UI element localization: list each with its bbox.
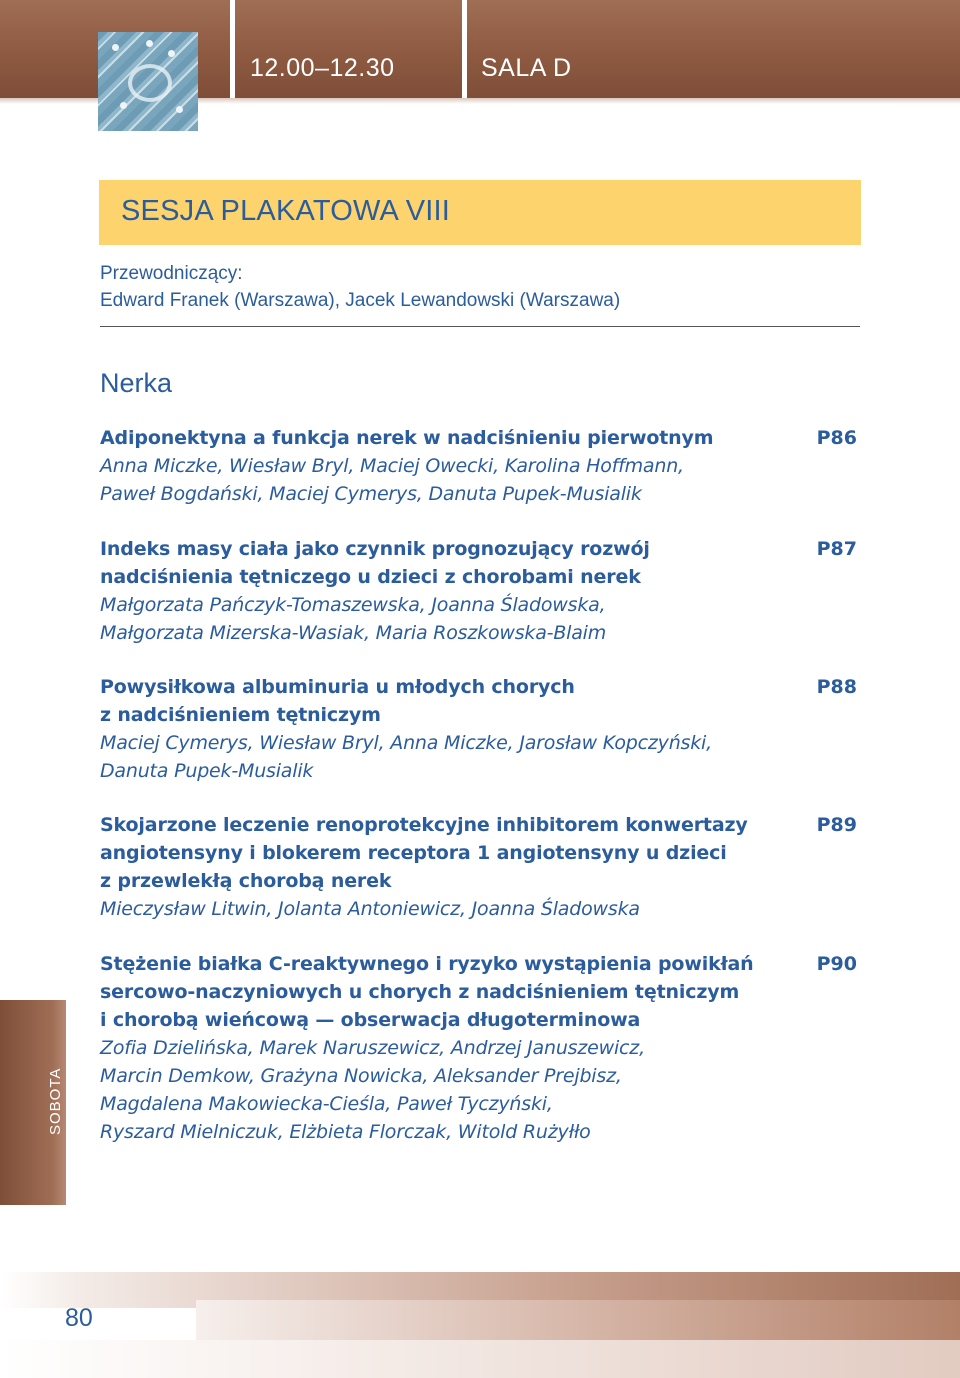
- poster-title-line: Stężenie białka C-reaktywnego i ryzyko wystąpienia powikłań: [100, 953, 754, 975]
- poster-entry: [100, 424, 860, 508]
- poster-title: [100, 424, 780, 452]
- header-band-time: [235, 0, 462, 98]
- header-separator: [230, 0, 235, 98]
- poster-authors-line: Ryszard Mielniczuk, Elżbieta Florczak, Witold Rużyłło: [100, 1121, 591, 1143]
- poster-entry: [100, 811, 860, 923]
- day-label: SOBOTA: [47, 1067, 64, 1135]
- poster-authors-line: Zofia Dzielińska, Marek Naruszewicz, Andrzej Januszewicz,: [100, 1037, 645, 1059]
- poster-authors: [100, 729, 780, 785]
- poster-authors-line: Małgorzata Mizerska-Wasiak, Maria Roszkowska-Blaim: [100, 622, 607, 644]
- poster-authors-line: Małgorzata Pańczyk-Tomaszewska, Joanna Śladowska,: [100, 594, 606, 616]
- session-banner: [99, 180, 861, 245]
- poster-title-line: nadciśnienia tętniczego u dzieci z chorobami nerek: [100, 566, 641, 588]
- poster-title: [100, 673, 780, 729]
- poster-authors-line: Mieczysław Litwin, Jolanta Antoniewicz, Joanna Śladowska: [100, 898, 640, 920]
- poster-entry: [100, 535, 860, 647]
- poster-title-line: Adiponektyna a funkcja nerek w nadciśnieniu pierwotnym: [100, 427, 714, 449]
- poster-authors-line: Danuta Pupek-Musialik: [100, 760, 314, 782]
- chair-label: Przewodniczący:: [100, 263, 243, 284]
- divider: [100, 326, 860, 327]
- session-time: 12.00–12.30: [250, 54, 395, 82]
- poster-title: [100, 950, 780, 1034]
- poster-code: P90: [816, 953, 857, 975]
- session-title: SESJA PLAKATOWA VIII: [121, 195, 451, 227]
- poster-code: P86: [816, 427, 857, 449]
- conference-logo-icon: [98, 32, 198, 131]
- poster-title-line: z przewlekłą chorobą nerek: [100, 870, 392, 892]
- poster-title-line: z nadciśnieniem tętniczym: [100, 704, 381, 726]
- poster-entry: [100, 950, 860, 1146]
- poster-entry: [100, 673, 860, 785]
- header-separator: [462, 0, 467, 98]
- poster-authors-line: Maciej Cymerys, Wiesław Bryl, Anna Miczke, Jarosław Kopczyński,: [100, 732, 712, 754]
- poster-authors-line: Marcin Demkow, Grażyna Nowicka, Aleksander Prejbisz,: [100, 1065, 622, 1087]
- footer-bottom: [0, 1340, 960, 1378]
- poster-authors: [100, 591, 780, 647]
- header-band-room: [467, 0, 960, 98]
- poster-title-line: angiotensyny i blokerem receptora 1 angiotensyny u dzieci: [100, 842, 727, 864]
- poster-authors-line: Anna Miczke, Wiesław Bryl, Maciej Owecki, Karolina Hoffmann,: [100, 455, 684, 477]
- poster-authors: [100, 452, 780, 508]
- session-room: SALA D: [481, 54, 572, 82]
- poster-code: P89: [816, 814, 857, 836]
- page-number: 80: [65, 1304, 93, 1332]
- poster-title-line: i chorobą wieńcową — obserwacja długoterminowa: [100, 1009, 641, 1031]
- poster-title-line: Indeks masy ciała jako czynnik prognozujący rozwój: [100, 538, 650, 560]
- poster-code: P88: [816, 676, 857, 698]
- poster-code: P87: [816, 538, 857, 560]
- poster-authors: [100, 895, 780, 923]
- section-title: Nerka: [100, 368, 173, 398]
- poster-authors-line: Paweł Bogdański, Maciej Cymerys, Danuta Pupek-Musialik: [100, 483, 642, 505]
- poster-authors-line: Magdalena Makowiecka-Cieśla, Paweł Tyczyński,: [100, 1093, 553, 1115]
- poster-title-line: Skojarzone leczenie renoprotekcyjne inhibitorem konwertazy: [100, 814, 748, 836]
- poster-title: [100, 535, 780, 591]
- footer-band-inner: [196, 1300, 960, 1340]
- poster-title-line: sercowo-naczyniowych u chorych z nadciśnieniem tętniczym: [100, 981, 740, 1003]
- poster-title: [100, 811, 780, 895]
- poster-title-line: Powysiłkowa albuminuria u młodych chorych: [100, 676, 575, 698]
- poster-authors: [100, 1034, 780, 1146]
- chair-names: Edward Franek (Warszawa), Jacek Lewandowski (Warszawa): [100, 290, 621, 311]
